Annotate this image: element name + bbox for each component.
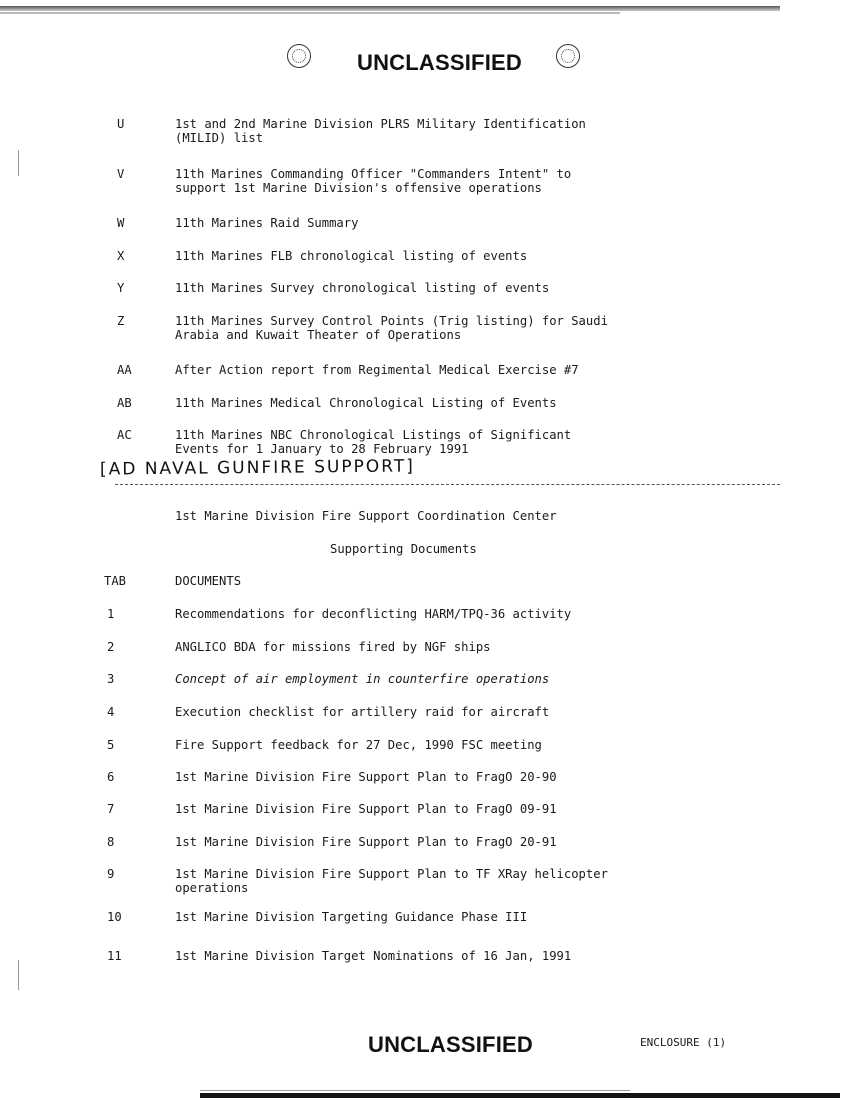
enclosure-item-text: 11th Marines Raid Summary <box>175 216 359 230</box>
document-item-text: 1st Marine Division Fire Support Plan to FragO 09-91 <box>175 802 557 816</box>
document-item-code: 6 <box>107 770 115 784</box>
document-item-text: Execution checklist for artillery raid for aircraft <box>175 705 550 719</box>
enclosure-item-text: After Action report from Regimental Medical Exercise #7 <box>175 363 579 377</box>
enclosure-item-text: 11th Marines Medical Chronological Listing of Events <box>175 396 557 410</box>
enclosure-item-text: 11th Marines Commanding Officer "Commanders Intent" to <box>175 167 572 181</box>
enclosure-item-text: 1st and 2nd Marine Division PLRS Military Identification <box>175 117 586 131</box>
document-item-text: 1st Marine Division Fire Support Plan to FragO 20-91 <box>175 835 557 849</box>
document-item-text: Concept of air employment in counterfire operations <box>175 672 550 686</box>
document-item-code: 8 <box>107 835 115 849</box>
document-item-code: 11 <box>107 949 122 963</box>
enclosure-item-code: X <box>117 249 125 263</box>
enclosure-item-text: 11th Marines FLB chronological listing of events <box>175 249 528 263</box>
classification-header: UNCLASSIFIED <box>357 50 522 75</box>
document-item-text: ANGLICO BDA for missions fired by NGF ships <box>175 640 491 654</box>
margin-mark <box>18 960 19 990</box>
enclosure-item-text: 11th Marines NBC Chronological Listings of Significant <box>175 428 572 442</box>
handwritten-annotation: [AD NAVAL GUNFIRE SUPPORT] <box>99 456 415 480</box>
document-item-text: 1st Marine Division Targeting Guidance Phase III <box>175 910 528 924</box>
column-header-documents: DOCUMENTS <box>175 574 242 588</box>
top-scan-rule <box>0 6 780 11</box>
enclosure-item-code: Y <box>117 281 125 295</box>
page-header <box>0 44 850 84</box>
section-title: 1st Marine Division Fire Support Coordination Center <box>175 509 557 523</box>
document-item-code: 5 <box>107 738 115 752</box>
document-item-text: Fire Support feedback for 27 Dec, 1990 FSC meeting <box>175 738 542 752</box>
document-item-text: 1st Marine Division Fire Support Plan to FragO 20-90 <box>175 770 557 784</box>
document-item-code: 10 <box>107 910 122 924</box>
enclosure-item-text: Events for 1 January to 28 February 1991 <box>175 442 469 456</box>
document-item-text: 1st Marine Division Fire Support Plan to TF XRay helicopter <box>175 867 608 881</box>
enclosure-item-text: 11th Marines Survey chronological listing of events <box>175 281 550 295</box>
bottom-scan-rule-thin <box>200 1090 630 1091</box>
document-item-text: operations <box>175 881 249 895</box>
document-item-code: 3 <box>107 672 115 686</box>
top-scan-rule-thin <box>0 12 620 14</box>
enclosure-item-code: AA <box>117 363 132 377</box>
bottom-scan-rule <box>200 1093 840 1098</box>
section-subtitle: Supporting Documents <box>330 542 477 556</box>
enclosure-item-code: W <box>117 216 125 230</box>
enclosure-item-text: Arabia and Kuwait Theater of Operations <box>175 328 462 342</box>
enclosure-item-text: support 1st Marine Division's offensive operations <box>175 181 542 195</box>
enclosure-label: ENCLOSURE (1) <box>640 1036 727 1049</box>
classification-footer: UNCLASSIFIED <box>368 1032 533 1057</box>
document-item-code: 7 <box>107 802 115 816</box>
document-item-code: 9 <box>107 867 115 881</box>
seal-icon <box>287 44 311 68</box>
enclosure-item-code: U <box>117 117 125 131</box>
margin-mark <box>18 150 19 176</box>
enclosure-item-code: AB <box>117 396 132 410</box>
enclosure-item-text: 11th Marines Survey Control Points (Trig listing) for Saudi <box>175 314 608 328</box>
enclosure-item-code: V <box>117 167 125 181</box>
document-item-text: 1st Marine Division Target Nominations of 16 Jan, 1991 <box>175 949 572 963</box>
seal-icon <box>556 44 580 68</box>
document-item-code: 2 <box>107 640 115 654</box>
enclosure-item-code: Z <box>117 314 125 328</box>
dashed-divider <box>115 484 780 485</box>
document-item-text: Recommendations for deconflicting HARM/TPQ-36 activity <box>175 607 572 621</box>
column-header-tab: TAB <box>104 574 127 588</box>
enclosure-item-text: (MILID) list <box>175 131 264 145</box>
enclosure-item-code: AC <box>117 428 132 442</box>
document-item-code: 1 <box>107 607 115 621</box>
document-item-code: 4 <box>107 705 115 719</box>
